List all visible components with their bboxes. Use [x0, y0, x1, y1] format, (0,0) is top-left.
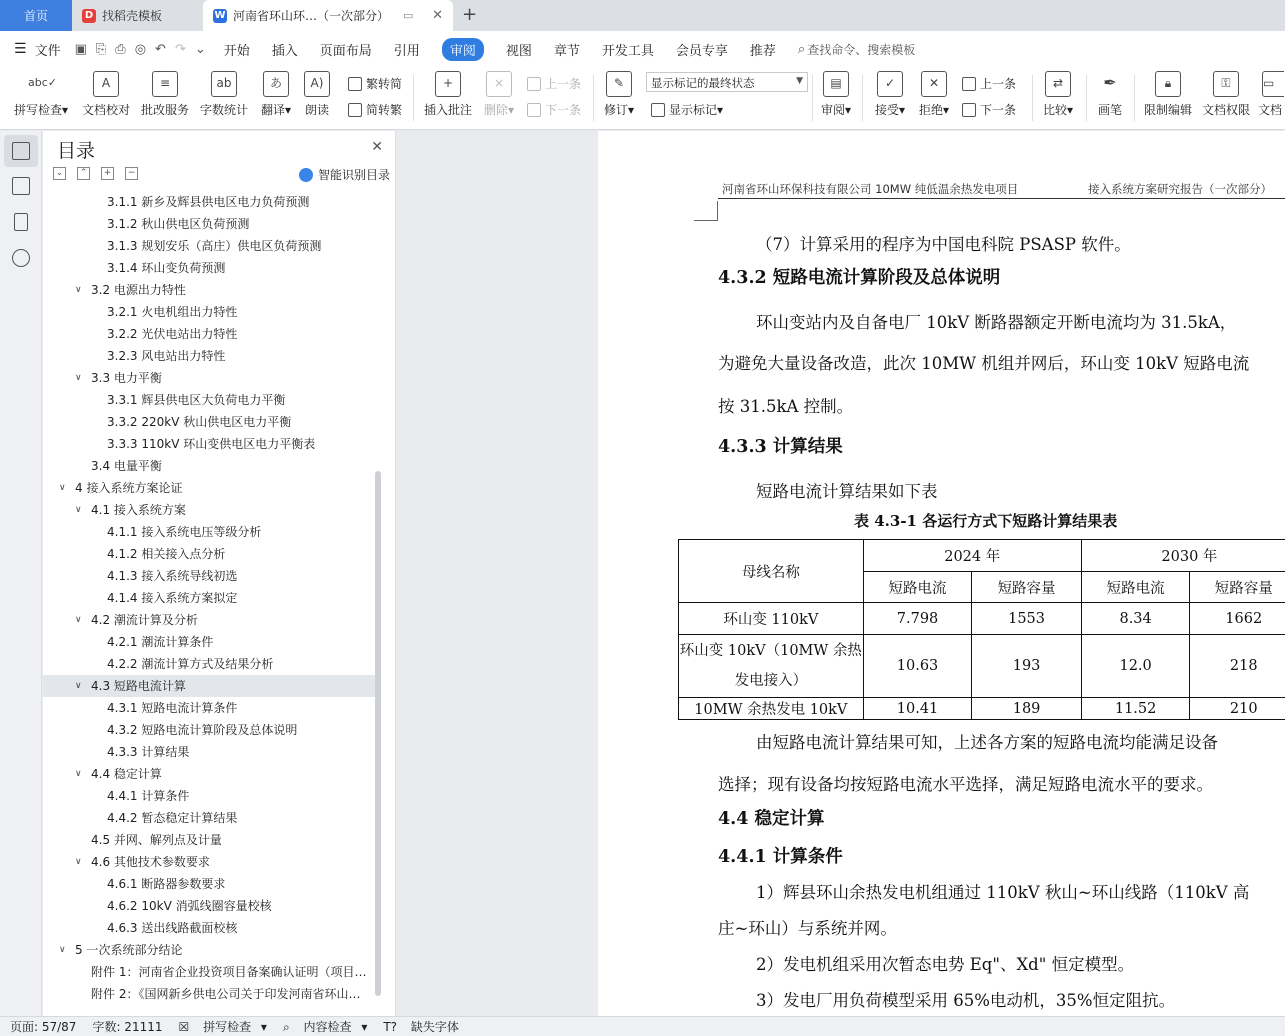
- toc-item[interactable]: [43, 609, 375, 631]
- show-markup-icon: [651, 103, 665, 117]
- add-heading-icon[interactable]: +: [101, 167, 114, 180]
- markup-state-select[interactable]: [646, 72, 808, 92]
- show-markup-button[interactable]: 显示标记 ▾: [651, 101, 723, 118]
- collapse-all-icon[interactable]: ⌄: [53, 167, 66, 180]
- heading-4-3-2: 4.3.2 短路电流计算阶段及总体说明: [718, 268, 1001, 288]
- prev-comment-label: 上一条: [545, 77, 582, 91]
- simp-to-trad-label: 简转繁: [366, 103, 403, 117]
- pen-icon: ✒: [1103, 73, 1117, 92]
- toc-item[interactable]: [43, 697, 375, 719]
- chevron-down-icon[interactable]: ∨: [75, 615, 82, 625]
- delete-comment-button[interactable]: × 删除▾: [481, 71, 517, 118]
- restrict-edit-label: 限制编辑: [1143, 103, 1192, 117]
- toc-item-label: 3.4 电量平衡: [91, 459, 162, 473]
- restrict-edit-button[interactable]: [1142, 71, 1194, 118]
- doc-more-button[interactable]: [1258, 71, 1284, 118]
- toc-item-label: 3.3.2 220kV 秋山供电区电力平衡: [107, 415, 292, 429]
- toc-item[interactable]: [43, 917, 375, 939]
- toc-item[interactable]: [43, 389, 375, 411]
- paragraph: 选择；现有设备均按短路电流水平选择，满足短路电流水平的要求。: [718, 775, 1213, 794]
- simp-to-trad-button[interactable]: [348, 101, 402, 118]
- page-indicator[interactable]: 页面: 57/87: [10, 1020, 77, 1034]
- toc-item-label: 3.2 电源出力特性: [91, 283, 186, 297]
- smart-toc-button[interactable]: [299, 166, 390, 183]
- docer-icon: D: [82, 9, 96, 23]
- batch-service-label: 批改服务: [140, 103, 189, 117]
- next-change-label: 下一条: [980, 103, 1017, 117]
- toc-item[interactable]: [43, 939, 375, 961]
- lock-icon: 🔒︎: [1155, 71, 1181, 97]
- toc-item-label: 4.4.2 暂态稳定计算结果: [107, 811, 238, 825]
- toc-title: 目录: [57, 140, 96, 162]
- tab-template[interactable]: [72, 0, 202, 31]
- toc-item-label: 3.1.3 规划安乐（高庄）供电区负荷预测: [107, 239, 322, 253]
- toc-item-label: 4.4 稳定计算: [91, 767, 162, 781]
- track-changes-icon: ✎: [606, 71, 632, 97]
- paragraph: 庄~环山）与系统并网。: [718, 919, 897, 938]
- chevron-down-icon[interactable]: ∨: [75, 373, 82, 383]
- paragraph: 为避免大量设备改造，此次 10MW 机组并网后，环山变 10kV 短路电流: [718, 354, 1250, 373]
- toc-item-label: 4.3.2 短路电流计算阶段及总体说明: [107, 723, 298, 737]
- next-change-icon: [962, 103, 976, 117]
- toc-item[interactable]: [43, 323, 375, 345]
- next-change-button[interactable]: [962, 101, 1016, 118]
- spell-check-label: 拼写检查: [13, 103, 62, 117]
- paragraph: （7）计算采用的程序为中国电科院 PSASP 软件。: [756, 235, 1131, 254]
- menu-view[interactable]: 视图: [505, 43, 532, 59]
- section-nav-icon[interactable]: [12, 177, 30, 195]
- table-cell: 12.0: [1081, 635, 1190, 698]
- table-cell: 环山变 110kV: [679, 603, 864, 635]
- accept-icon: ✓: [877, 71, 903, 97]
- toc-panel: [43, 131, 396, 1016]
- doc-more-label: 文档: [1258, 103, 1283, 117]
- toc-item[interactable]: [43, 785, 375, 807]
- reject-button[interactable]: ✕ 拒绝▾: [916, 71, 952, 118]
- separator: [812, 75, 813, 121]
- table-row: [679, 635, 1285, 698]
- toc-item-label: 3.3.3 110kV 环山变供电区电力平衡表: [107, 437, 316, 451]
- toc-item-label: 4.3 短路电流计算: [91, 679, 186, 693]
- word-count-icon: ab: [211, 71, 237, 97]
- table-cell: 10.41: [863, 698, 972, 720]
- save-icon[interactable]: ▣: [74, 41, 87, 57]
- table-header-bus: 母线名称: [679, 540, 864, 603]
- toc-item-label: 3.2.2 光伏电站出力特性: [107, 327, 238, 341]
- read-aloud-label: 朗读: [304, 103, 329, 117]
- writer-doc-icon: W: [214, 10, 226, 21]
- markup-state-value: 显示标记的最终状态: [651, 76, 755, 90]
- table-cell: 7.798: [863, 603, 972, 635]
- print-preview-icon[interactable]: ◎: [134, 41, 147, 57]
- toc-item-label: 4.3.1 短路电流计算条件: [107, 701, 238, 715]
- toc-item[interactable]: [43, 433, 375, 455]
- toc-item-label: 4.2.2 潮流计算方式及结果分析: [107, 657, 274, 671]
- chevron-down-icon[interactable]: ∨: [59, 483, 66, 493]
- menu-insert[interactable]: 插入: [271, 43, 298, 59]
- toc-item[interactable]: [43, 983, 375, 1005]
- toc-item[interactable]: [43, 851, 375, 873]
- paragraph: 3）发电厂用负荷模型采用 65%电动机，35%恒定阻抗。: [756, 991, 1176, 1010]
- table-row: [679, 698, 1285, 720]
- close-icon[interactable]: ✕: [371, 139, 383, 155]
- toc-item[interactable]: [43, 895, 375, 917]
- paragraph: 1）辉县环山余热发电机组通过 110kV 秋山~环山线路（110kV 高: [756, 883, 1250, 902]
- new-tab-icon[interactable]: +: [462, 4, 478, 25]
- table-cell: [679, 635, 864, 698]
- trad-to-simp-label: 繁转简: [366, 77, 403, 91]
- reject-label: 拒绝: [918, 103, 943, 117]
- translate-button[interactable]: あ 翻译▾: [257, 71, 295, 118]
- status-missing-font[interactable]: T? 缺失字体: [383, 1020, 459, 1034]
- toc-item[interactable]: [43, 213, 375, 235]
- toc-item-label: 3.2.1 火电机组出力特性: [107, 305, 238, 319]
- pen-button[interactable]: [1094, 71, 1126, 118]
- toc-item[interactable]: [43, 235, 375, 257]
- toc-item[interactable]: [43, 763, 375, 785]
- next-comment-button[interactable]: [527, 101, 581, 118]
- toc-item-label: 3.3 电力平衡: [91, 371, 162, 385]
- title-bar: [0, 0, 1285, 31]
- left-nav-strip: [0, 131, 42, 1016]
- next-comment-icon: [527, 103, 541, 117]
- paragraph: 由短路电流计算结果可知，上述各方案的短路电流均能满足设备: [756, 733, 1218, 752]
- paragraph: 短路电流计算结果如下表: [756, 482, 938, 501]
- undo-icon[interactable]: ↶: [155, 41, 166, 57]
- separator: [593, 75, 594, 121]
- doc-permission-icon: ⚿: [1213, 71, 1239, 97]
- doc-more-icon: ▭: [1262, 71, 1284, 97]
- proofread-icon: A: [93, 71, 119, 97]
- doc-permission-label: 文档权限: [1201, 103, 1250, 117]
- spell-check-button[interactable]: abc✓ 拼写检查▾: [12, 71, 70, 118]
- delete-comment-icon: ×: [486, 71, 512, 97]
- menu-bar: [0, 31, 1285, 67]
- toc-item[interactable]: [43, 719, 375, 741]
- read-aloud-icon: A): [304, 71, 330, 97]
- compare-icon: ⇄: [1045, 71, 1071, 97]
- trad-to-simp-icon: [348, 77, 362, 91]
- insert-comment-label: 插入批注: [423, 103, 472, 117]
- toc-item[interactable]: [43, 807, 375, 829]
- toc-item-label: 4.1.3 接入系统导线初选: [107, 569, 238, 583]
- translate-label: 翻译: [260, 103, 285, 117]
- toc-toolbar: [53, 167, 149, 180]
- crop-mark: [694, 201, 718, 221]
- toc-scrollbar[interactable]: [375, 471, 381, 996]
- reject-icon: ✕: [921, 71, 947, 97]
- toc-item-label: 3.1.1 新乡及辉县供电区电力负荷预测: [107, 195, 310, 209]
- prev-comment-icon: [527, 77, 541, 91]
- prev-change-icon: [962, 77, 976, 91]
- toc-item-label: 4.4.1 计算条件: [107, 789, 190, 803]
- status-content-check[interactable]: ⌕ 内容检查 ▾: [282, 1020, 368, 1034]
- toc-item-label: 4.3.3 计算结果: [107, 745, 190, 759]
- doc-permission-button[interactable]: [1200, 71, 1252, 118]
- smart-toc-label: 智能识别目录: [317, 168, 390, 182]
- toc-item-label: 3.1.4 环山变负荷预测: [107, 261, 226, 275]
- table-cell: 193: [972, 635, 1081, 698]
- toc-item[interactable]: [43, 873, 375, 895]
- table-cell-line: 环山变 10kV（10MW 余热: [679, 643, 862, 659]
- more-chevron-icon[interactable]: ⌄: [194, 41, 206, 57]
- table-header-capacity: 短路容量: [1190, 572, 1285, 603]
- word-count-indicator[interactable]: 字数: 21111: [92, 1020, 163, 1034]
- table-cell: 218: [1190, 635, 1285, 698]
- remove-heading-icon[interactable]: −: [125, 167, 138, 180]
- doc-proofread-button[interactable]: [80, 71, 132, 118]
- close-tab-icon[interactable]: ✕: [432, 8, 443, 23]
- search-icon: ⌕: [797, 41, 806, 57]
- chevron-down-icon[interactable]: ∨: [75, 285, 82, 295]
- chevron-down-icon[interactable]: ∨: [59, 945, 66, 955]
- tab-document[interactable]: [203, 0, 453, 31]
- toc-item[interactable]: [43, 301, 375, 323]
- toc-item-label: 4.6.2 10kV 消弧线圈容量校核: [107, 899, 272, 913]
- toc-item-label: 4 接入系统方案论证: [75, 481, 183, 495]
- table-cell: 10.63: [863, 635, 972, 698]
- table-header-current: 短路电流: [863, 572, 972, 603]
- simp-to-trad-icon: [348, 103, 362, 117]
- heading-4-4-1: 4.4.1 计算条件: [718, 847, 843, 867]
- table-header-capacity: 短路容量: [972, 572, 1081, 603]
- toc-list: [43, 191, 375, 1005]
- compare-button[interactable]: ⇄ 比较▾: [1040, 71, 1076, 118]
- table-cell: 11.52: [1081, 698, 1190, 720]
- pen-label: 画笔: [1097, 103, 1122, 117]
- table-cell-line: 发电接入）: [734, 673, 808, 689]
- table-cell: 10MW 余热发电 10kV: [679, 698, 864, 720]
- table-cell: 1662: [1190, 603, 1285, 635]
- toc-item-label: 附件 1：河南省企业投资项目备案确认证明（项目…: [91, 965, 367, 979]
- menu-start[interactable]: 开始: [223, 43, 250, 59]
- toc-item[interactable]: [43, 477, 375, 499]
- review-ribbon: [0, 67, 1285, 130]
- menu-devtools[interactable]: 开发工具: [601, 43, 654, 59]
- document-page: [598, 131, 1285, 1016]
- table-row: [679, 603, 1285, 635]
- prev-comment-button[interactable]: [527, 75, 581, 92]
- toc-item[interactable]: [43, 587, 375, 609]
- status-content-label: 内容检查: [303, 1020, 352, 1034]
- trad-to-simp-button[interactable]: [348, 75, 402, 92]
- separator: [862, 75, 863, 121]
- insert-comment-button[interactable]: [422, 71, 474, 118]
- ai-icon: [299, 168, 313, 182]
- chevron-down-icon: ▼: [796, 76, 803, 86]
- toc-item-label: 附件 2：《国网新乡供电公司关于印发河南省环山…: [91, 987, 361, 1001]
- paragraph: 2）发电机组采用次暂态电势 Eq"、Xd" 恒定模型。: [756, 955, 1135, 974]
- toc-item[interactable]: [43, 829, 375, 851]
- status-spell-label: 拼写检查: [203, 1020, 252, 1034]
- bookmark-icon[interactable]: [14, 213, 28, 231]
- table-cell: 1553: [972, 603, 1081, 635]
- review-pane-icon: ▤: [823, 71, 849, 97]
- toc-item[interactable]: [43, 961, 375, 983]
- toc-item[interactable]: [43, 191, 375, 213]
- menu-review[interactable]: 审阅: [442, 38, 484, 61]
- separator: [413, 75, 414, 121]
- toc-item-label: 4.1.4 接入系统方案拟定: [107, 591, 238, 605]
- toc-item[interactable]: [43, 367, 375, 389]
- redo-icon[interactable]: ↷: [174, 41, 186, 57]
- header-left: 河南省环山环保科技有限公司 10MW 纯低温余热发电项目: [722, 182, 1019, 196]
- tab-home-label: 首页: [23, 9, 48, 23]
- heading-4-4: 4.4 稳定计算: [718, 809, 825, 829]
- read-aloud-button[interactable]: [302, 71, 332, 118]
- compare-label: 比较: [1042, 103, 1067, 117]
- export-pdf-icon[interactable]: ⎘: [95, 41, 107, 57]
- chevron-down-icon[interactable]: ∨: [75, 769, 82, 779]
- table-cell: 210: [1190, 698, 1285, 720]
- toc-item[interactable]: [43, 521, 375, 543]
- track-changes-label: 修订: [603, 103, 628, 117]
- review-pane-button[interactable]: ▤ 审阅▾: [818, 71, 854, 118]
- word-count-label: 字数统计: [199, 103, 248, 117]
- toc-item[interactable]: [43, 411, 375, 433]
- toc-item-label: 4.1.1 接入系统电压等级分析: [107, 525, 262, 539]
- table-header-year: 2030 年: [1081, 540, 1285, 572]
- separator: [1086, 75, 1087, 121]
- toc-item-label: 4.5 并网、解列点及计量: [91, 833, 222, 847]
- translate-icon: あ: [263, 71, 289, 97]
- prev-change-label: 上一条: [980, 77, 1017, 91]
- menu-recommend[interactable]: 推荐: [749, 43, 776, 59]
- toc-item[interactable]: [43, 675, 375, 697]
- hamburger-icon[interactable]: ☰: [14, 41, 27, 57]
- menu-file[interactable]: 文件: [34, 43, 61, 59]
- toc-item[interactable]: [43, 499, 375, 521]
- toc-item[interactable]: [43, 279, 375, 301]
- toc-item-label: 4.2.1 潮流计算条件: [107, 635, 214, 649]
- toc-item-label: 3.2.3 风电站出力特性: [107, 349, 226, 363]
- batch-service-button[interactable]: [140, 71, 190, 118]
- accept-label: 接受: [874, 103, 899, 117]
- chevron-down-icon[interactable]: ∨: [75, 505, 82, 515]
- prev-change-button[interactable]: [962, 75, 1016, 92]
- paragraph: 环山变站内及自备电厂 10kV 断路器额定开断电流均为 31.5kA，: [756, 313, 1237, 332]
- header-right: 接入系统方案研究报告（一次部分）: [1088, 182, 1272, 196]
- show-markup-label: 显示标记: [669, 103, 718, 117]
- table-header-current: 短路电流: [1081, 572, 1190, 603]
- menu-member[interactable]: 会员专享: [675, 43, 728, 59]
- expand-all-icon[interactable]: ⌃: [77, 167, 90, 180]
- chevron-down-icon[interactable]: ∨: [75, 681, 82, 691]
- next-comment-label: 下一条: [545, 103, 582, 117]
- separator: [1032, 75, 1033, 121]
- toc-item[interactable]: [43, 345, 375, 367]
- accept-button[interactable]: ✓ 接受▾: [872, 71, 908, 118]
- menu-chapter[interactable]: 章节: [553, 43, 580, 59]
- word-count-button[interactable]: [199, 71, 249, 118]
- table-caption: 表 4.3-1 各运行方式下短路计算结果表: [854, 512, 1118, 530]
- short-circuit-table: [678, 539, 1285, 720]
- toc-item-label: 3.1.2 秋山供电区负荷预测: [107, 217, 250, 231]
- spell-check-icon: abc✓: [28, 76, 57, 89]
- menu-reference[interactable]: 引用: [393, 43, 420, 59]
- toc-item[interactable]: [43, 631, 375, 653]
- toc-item[interactable]: [43, 543, 375, 565]
- separator: [1134, 75, 1135, 121]
- toc-panel-icon[interactable]: [12, 142, 30, 160]
- toc-item-label: 4.1.2 相关接入点分析: [107, 547, 226, 561]
- print-icon[interactable]: ⎙: [115, 41, 126, 57]
- batch-service-icon: ≡: [152, 71, 178, 97]
- tab-template-label: 找稻壳模板: [102, 9, 163, 23]
- toc-item-label: 4.2 潮流计算及分析: [91, 613, 198, 627]
- table-cell: 189: [972, 698, 1081, 720]
- status-font-label: 缺失字体: [410, 1020, 459, 1034]
- status-spell-check[interactable]: ☒ 拼写检查 ▾: [178, 1020, 267, 1034]
- toc-item-label: 3.3.1 辉县供电区大负荷电力平衡: [107, 393, 286, 407]
- track-changes-button[interactable]: ✎ 修订▾: [601, 71, 637, 118]
- toc-item-label: 5 一次系统部分结论: [75, 943, 183, 957]
- tab-home[interactable]: [0, 0, 72, 31]
- monitor-icon[interactable]: ▭: [403, 9, 414, 22]
- toc-item[interactable]: [43, 455, 375, 477]
- table-header-year: 2024 年: [863, 540, 1081, 572]
- paragraph: 按 31.5kA 控制。: [718, 397, 854, 416]
- toc-item[interactable]: [43, 653, 375, 675]
- toc-item-label: 4.6 其他技术参数要求: [91, 855, 210, 869]
- review-pane-label: 审阅: [820, 103, 845, 117]
- delete-comment-label: 删除: [483, 103, 508, 117]
- insert-comment-icon: +: [435, 71, 461, 97]
- toc-item-label: 4.6.3 送出线路截面校核: [107, 921, 238, 935]
- toc-item[interactable]: [43, 257, 375, 279]
- find-icon[interactable]: [12, 249, 30, 267]
- header-rule: [718, 198, 1285, 199]
- menu-layout[interactable]: 页面布局: [319, 43, 372, 59]
- document-area: [397, 131, 1285, 1016]
- command-search-input[interactable]: 查找命令、搜索模板: [807, 42, 916, 57]
- toc-item-label: 4.1 接入系统方案: [91, 503, 186, 517]
- doc-proofread-label: 文档校对: [81, 103, 130, 117]
- tab-document-label: 河南省环山环…（一次部分）: [233, 9, 390, 23]
- chevron-down-icon[interactable]: ∨: [75, 857, 82, 867]
- heading-4-3-3: 4.3.3 计算结果: [718, 437, 843, 457]
- toc-item-label: 4.6.1 断路器参数要求: [107, 877, 226, 891]
- toc-item[interactable]: [43, 565, 375, 587]
- toc-item[interactable]: [43, 741, 375, 763]
- table-cell: 8.34: [1081, 603, 1190, 635]
- status-bar: [0, 1016, 1285, 1036]
